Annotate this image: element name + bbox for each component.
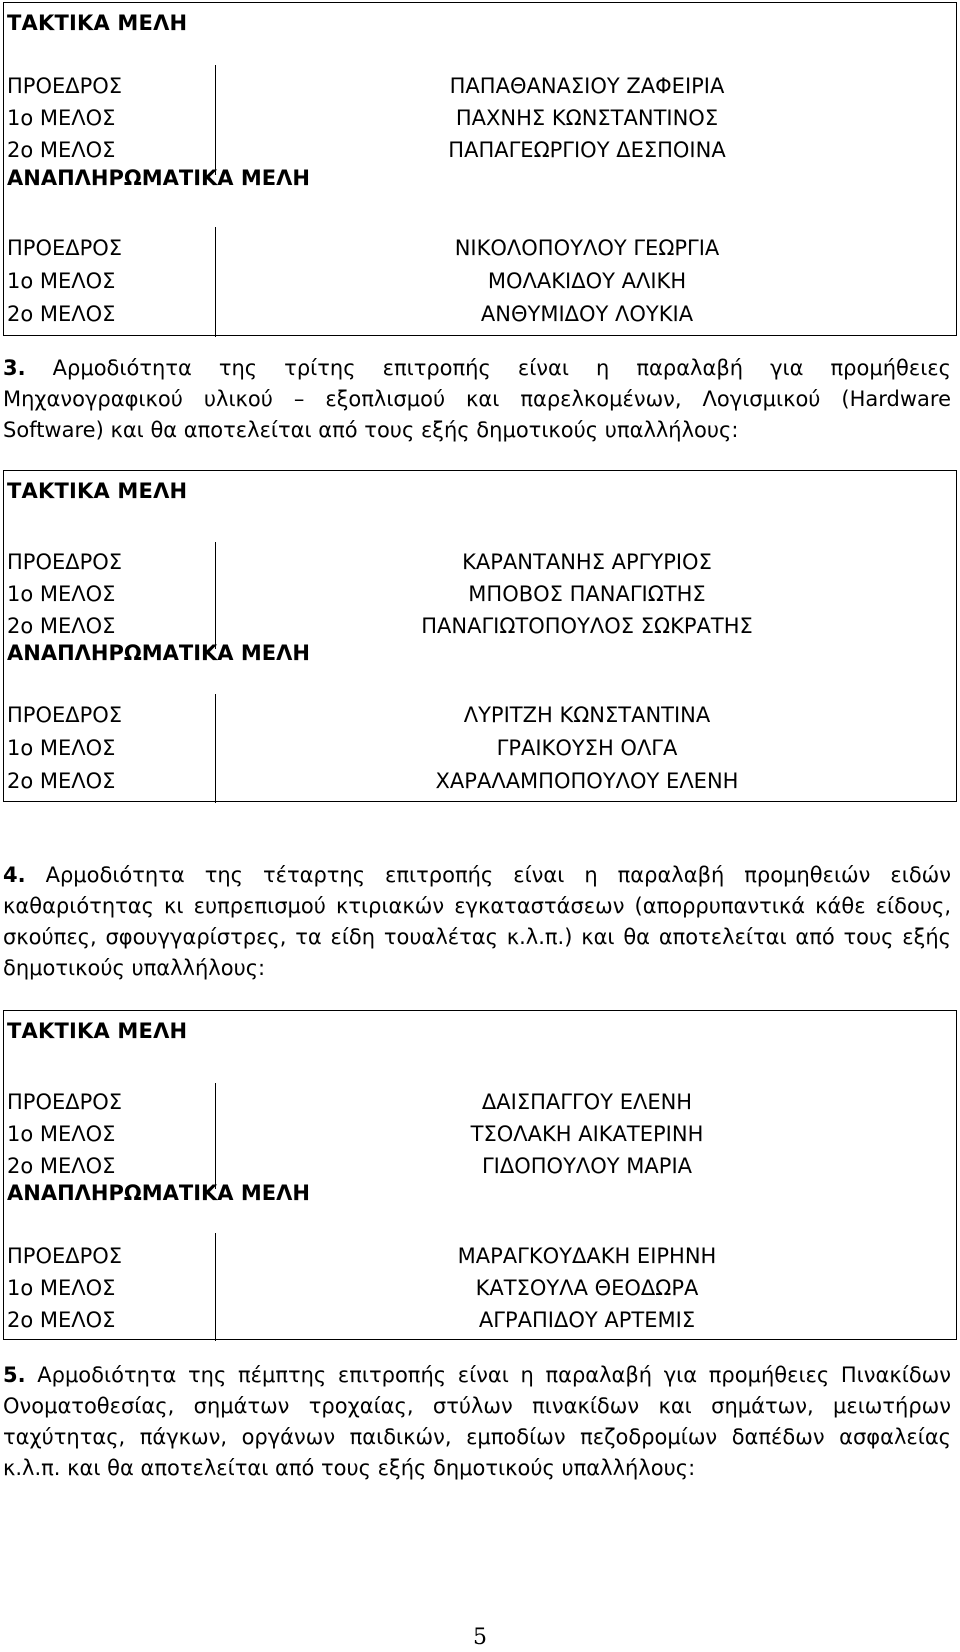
member-row — [4, 765, 956, 798]
member-role: ΠΡΟΕΔΡΟΣ — [7, 1090, 123, 1114]
member-row — [4, 546, 956, 578]
member-role: 2ο ΜΕΛΟΣ — [7, 769, 116, 793]
member-role: 2ο ΜΕΛΟΣ — [7, 302, 116, 326]
alternate-members-heading: ΑΝΑΠΛΗΡΩΜΑΤΙΚΑ ΜΕΛΗ — [7, 166, 310, 190]
member-role: 1ο ΜΕΛΟΣ — [7, 106, 116, 130]
regular-members-heading: ΤΑΚΤΙΚΑ ΜΕΛΗ — [7, 1019, 188, 1043]
member-role: ΠΡΟΕΔΡΟΣ — [7, 236, 123, 260]
section-number: 3. — [3, 356, 26, 380]
member-row — [4, 102, 956, 134]
section-text: Αρμοδιότητα της πέμπτης επιτροπής είναι η παραλαβή για προμήθειες Πινακίδων Ονοματοθεσίας, σημάτων τροχαίας, στύλων πινακίδων και σημάτων, μειωτήρων ταχύτητας, πάγκων, οργάνων παιδικών, εμποδίων πεζοδρομίων δαπέδων ασφαλείας κ.λ.π. και θα αποτελείται από τους εξής δημοτικούς υπαλλήλους: — [3, 1363, 951, 1480]
member-name: ΓΙΔΟΠΟΥΛΟΥ ΜΑΡΙΑ — [481, 1154, 693, 1178]
page-number: 5 — [473, 1625, 487, 1650]
member-name: ΠΑΝΑΓΙΩΤΟΠΟΥΛΟΣ ΣΩΚΡΑΤΗΣ — [421, 614, 753, 638]
section-text: Αρμοδιότητα της τέταρτης επιτροπής είναι η παραλαβή προμηθειών ειδών καθαριότητας κι ευπρεπισμού κτιριακών εγκαταστάσεων (απορρυπαντικά κάθε είδους, σκούπες, σφουγγαρίστρες, τα είδη τουαλέτας κ.λ.π.) και θα αποτελείται από τους εξής δημοτικούς υπαλλήλους: — [3, 863, 951, 980]
member-role: 2ο ΜΕΛΟΣ — [7, 1154, 116, 1178]
regular-members-list — [4, 70, 956, 166]
committee-3-table — [3, 470, 957, 802]
member-name: ΝΙΚΟΛΟΠΟΥΛΟΥ ΓΕΩΡΓΙΑ — [454, 236, 720, 260]
member-name: ΠΑΠΑΓΕΩΡΓΙΟΥ ΔΕΣΠΟΙΝΑ — [448, 138, 726, 162]
regular-members-list — [4, 1086, 956, 1182]
member-row — [4, 298, 956, 331]
member-role: 1ο ΜΕΛΟΣ — [7, 1122, 116, 1146]
member-name: ΠΑΠΑΘΑΝΑΣΙΟΥ ΖΑΦΕΙΡΙΑ — [449, 74, 725, 98]
member-name: ΜΑΡΑΓΚΟΥΔΑΚΗ ΕΙΡΗΝΗ — [457, 1244, 717, 1268]
member-role: 1ο ΜΕΛΟΣ — [7, 582, 116, 606]
member-row — [4, 1086, 956, 1118]
committee-4-table — [3, 1010, 957, 1340]
member-name: ΛΥΡΙΤΖΗ ΚΩΝΣΤΑΝΤΙΝΑ — [463, 703, 711, 727]
section-text: Αρμοδιότητα της τρίτης επιτροπής είναι η παραλαβή για προμήθειες Μηχανογραφικού υλικού – εξοπλισμού και παρελκομένων, Λογισμικού (Hardware Software) και θα αποτελείται από τους εξής δημοτικούς υπαλλήλους: — [3, 356, 951, 442]
member-role: ΠΡΟΕΔΡΟΣ — [7, 1244, 123, 1268]
committee-4-description — [3, 860, 951, 984]
member-name: ΠΑΧΝΗΣ ΚΩΝΣΤΑΝΤΙΝΟΣ — [455, 106, 719, 130]
member-role: 1ο ΜΕΛΟΣ — [7, 736, 116, 760]
member-role: 2ο ΜΕΛΟΣ — [7, 1308, 116, 1332]
section-number: 4. — [3, 863, 26, 887]
member-row — [4, 699, 956, 732]
member-name: ΧΑΡΑΛΑΜΠΟΠΟΥΛΟΥ ΕΛΕΝΗ — [435, 769, 739, 793]
member-row — [4, 265, 956, 298]
alternate-members-heading: ΑΝΑΠΛΗΡΩΜΑΤΙΚΑ ΜΕΛΗ — [7, 641, 310, 665]
regular-members-heading: ΤΑΚΤΙΚΑ ΜΕΛΗ — [7, 479, 188, 503]
member-row — [4, 578, 956, 610]
alternate-members-heading: ΑΝΑΠΛΗΡΩΜΑΤΙΚΑ ΜΕΛΗ — [7, 1181, 310, 1205]
member-name: ΜΟΛΑΚΙΔΟΥ ΑΛΙΚΗ — [487, 269, 687, 293]
member-name: ΤΣΟΛΑΚΗ ΑΙΚΑΤΕΡΙΝΗ — [470, 1122, 704, 1146]
member-name: ΚΑΤΣΟΥΛΑ ΘΕΟΔΩΡΑ — [475, 1276, 699, 1300]
member-row — [4, 134, 956, 166]
member-row — [4, 1272, 956, 1304]
member-role: ΠΡΟΕΔΡΟΣ — [7, 550, 123, 574]
committee-2-table — [3, 2, 957, 336]
member-row — [4, 1240, 956, 1272]
regular-members-list — [4, 546, 956, 642]
section-number: 5. — [3, 1363, 26, 1387]
alternate-members-list — [4, 1240, 956, 1336]
member-row — [4, 732, 956, 765]
regular-members-heading: ΤΑΚΤΙΚΑ ΜΕΛΗ — [7, 11, 188, 35]
member-name: ΓΡΑΙΚΟΥΣΗ ΟΛΓΑ — [496, 736, 678, 760]
member-role: 2ο ΜΕΛΟΣ — [7, 614, 116, 638]
member-name: ΚΑΡΑΝΤΑΝΗΣ ΑΡΓΥΡΙΟΣ — [462, 550, 712, 574]
member-row — [4, 1150, 956, 1182]
member-row — [4, 70, 956, 102]
member-name: ΑΝΘΥΜΙΔΟΥ ΛΟΥΚΙΑ — [480, 302, 694, 326]
member-row — [4, 1118, 956, 1150]
member-row — [4, 1304, 956, 1336]
committee-5-description — [3, 1360, 951, 1484]
member-role: ΠΡΟΕΔΡΟΣ — [7, 703, 123, 727]
member-row — [4, 610, 956, 642]
member-row — [4, 232, 956, 265]
alternate-members-list — [4, 232, 956, 331]
member-role: 2ο ΜΕΛΟΣ — [7, 138, 116, 162]
member-name: ΑΓΡΑΠΙΔΟΥ ΑΡΤΕΜΙΣ — [478, 1308, 696, 1332]
member-name: ΜΠΟΒΟΣ ΠΑΝΑΓΙΩΤΗΣ — [468, 582, 706, 606]
member-role: 1ο ΜΕΛΟΣ — [7, 1276, 116, 1300]
member-role: ΠΡΟΕΔΡΟΣ — [7, 74, 123, 98]
alternate-members-list — [4, 699, 956, 798]
member-name: ΔΑΙΣΠΑΓΓΟΥ ΕΛΕΝΗ — [481, 1090, 693, 1114]
committee-3-description — [3, 353, 951, 446]
member-role: 1ο ΜΕΛΟΣ — [7, 269, 116, 293]
